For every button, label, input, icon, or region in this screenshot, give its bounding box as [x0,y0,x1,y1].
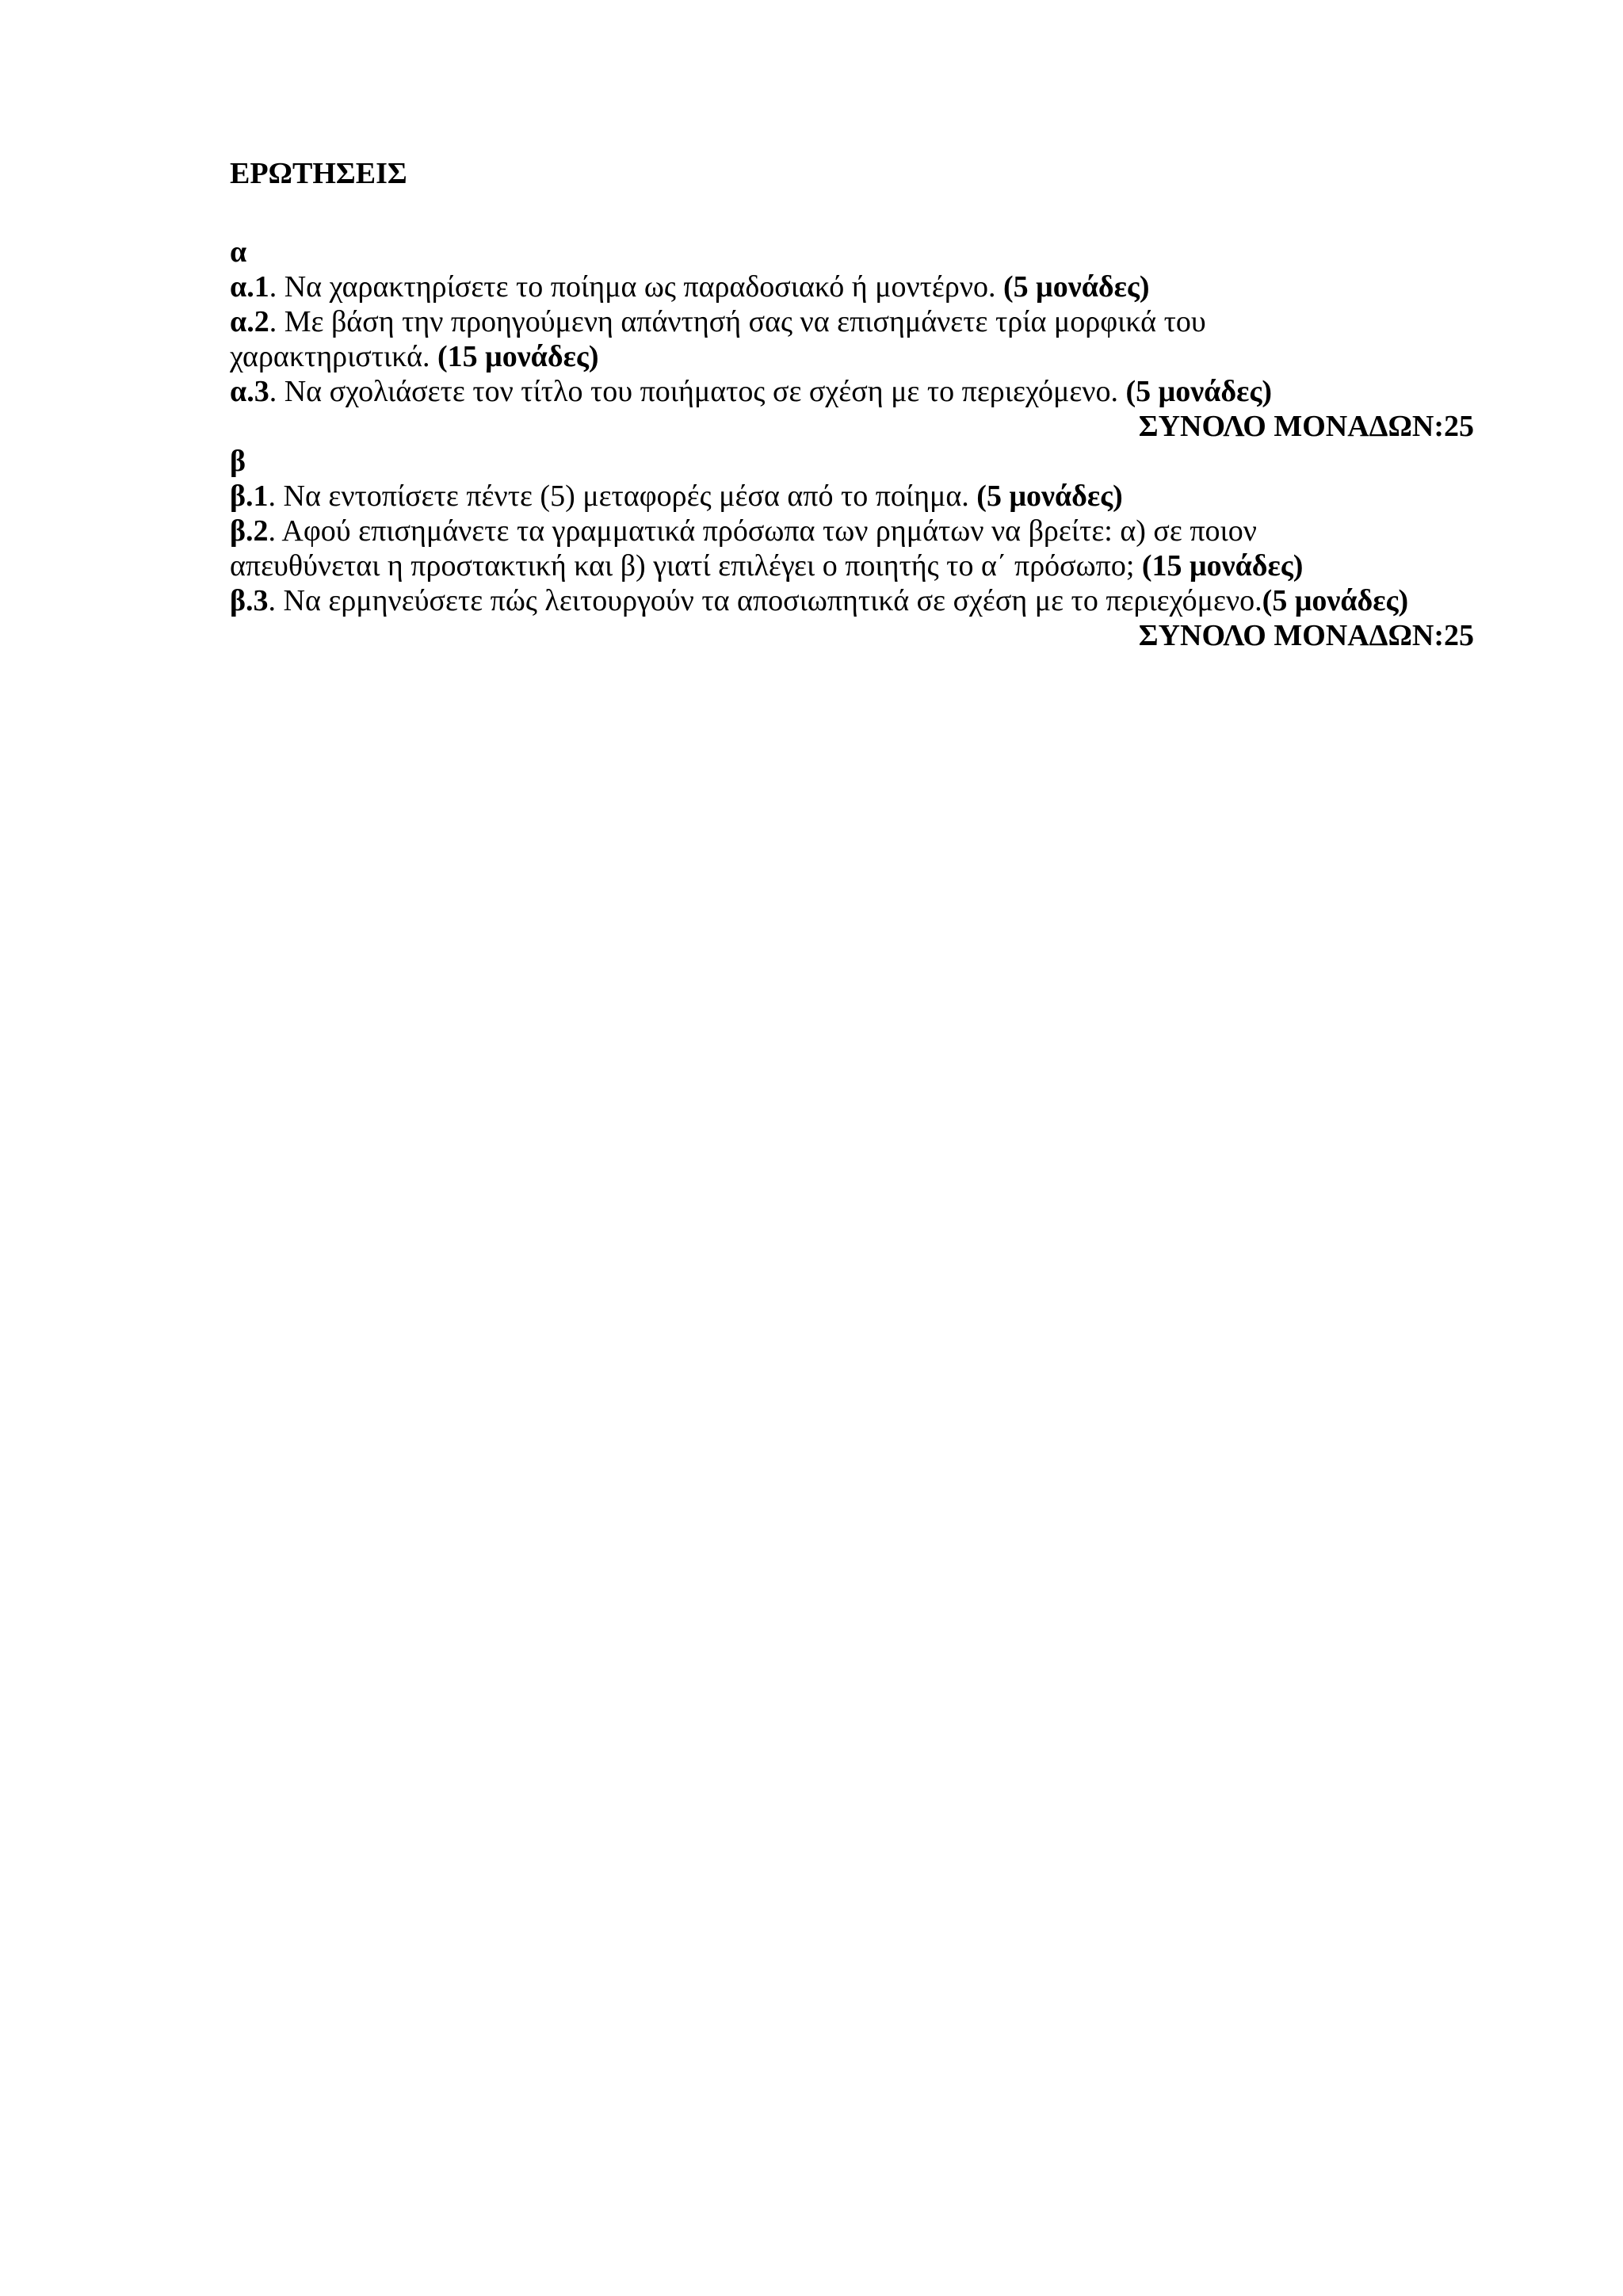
question-b2-number: β.2 [230,514,269,548]
page-heading: ΕΡΩΤΗΣΕΙΣ [230,157,407,190]
question-b3-points: (5 μονάδες) [1262,584,1409,617]
question-a1 [230,269,1474,304]
question-a2-text: . Με βάση την προηγούμενη απάντησή σας να επισημάνετε τρία μορφικά του χαρακτηριστικά. [230,305,1206,373]
question-a1-number: α.1 [230,270,269,304]
section-b-total: ΣΥΝΟΛΟ ΜΟΝΑΔΩΝ:25 [1138,619,1474,652]
section-b-letter: β [230,445,246,478]
question-b3 [230,583,1474,618]
question-a1-points: (5 μονάδες) [1003,270,1150,304]
question-a2-number: α.2 [230,305,269,338]
question-b2-points: (15 μονάδες) [1141,549,1304,583]
document-content [230,156,1474,653]
question-b3-text: . Να ερμηνεύσετε πώς λειτουργούν τα αποσιωπητικά σε σχέση με το περιεχόμενο. [268,584,1262,617]
section-a-letter: α [230,235,247,269]
question-a3 [230,374,1474,409]
question-a1-text: . Να χαρακτηρίσετε το ποίημα ως παραδοσιακό ή μοντέρνο. [269,270,1004,304]
question-a3-points: (5 μονάδες) [1125,375,1273,408]
question-b1 [230,479,1474,514]
question-b1-points: (5 μονάδες) [976,479,1123,513]
section-b [230,444,1474,653]
section-a-total: ΣΥΝΟΛΟ ΜΟΝΑΔΩΝ:25 [1138,410,1474,443]
question-b3-number: β.3 [230,584,269,617]
question-a3-number: α.3 [230,375,269,408]
question-a2-points: (15 μονάδες) [437,340,599,373]
question-a2 [230,304,1355,374]
question-a3-text: . Να σχολιάσετε τον τίτλο του ποιήματος σε σχέση με το περιεχόμενο. [269,375,1126,408]
question-b2-text: . Αφού επισημάνετε τα γραμματικά πρόσωπα των ρημάτων να βρείτε: α) σε ποιον απευθύνεται η προστακτική και β) γιατί επιλέγει ο ποιητής το α΄ πρόσωπο; [230,514,1257,583]
question-b1-text: . Να εντοπίσετε πέντε (5) μεταφορές μέσα από το ποίημα. [268,479,977,513]
question-b1-number: β.1 [230,479,269,513]
question-b2 [230,514,1403,583]
section-a [230,235,1474,444]
